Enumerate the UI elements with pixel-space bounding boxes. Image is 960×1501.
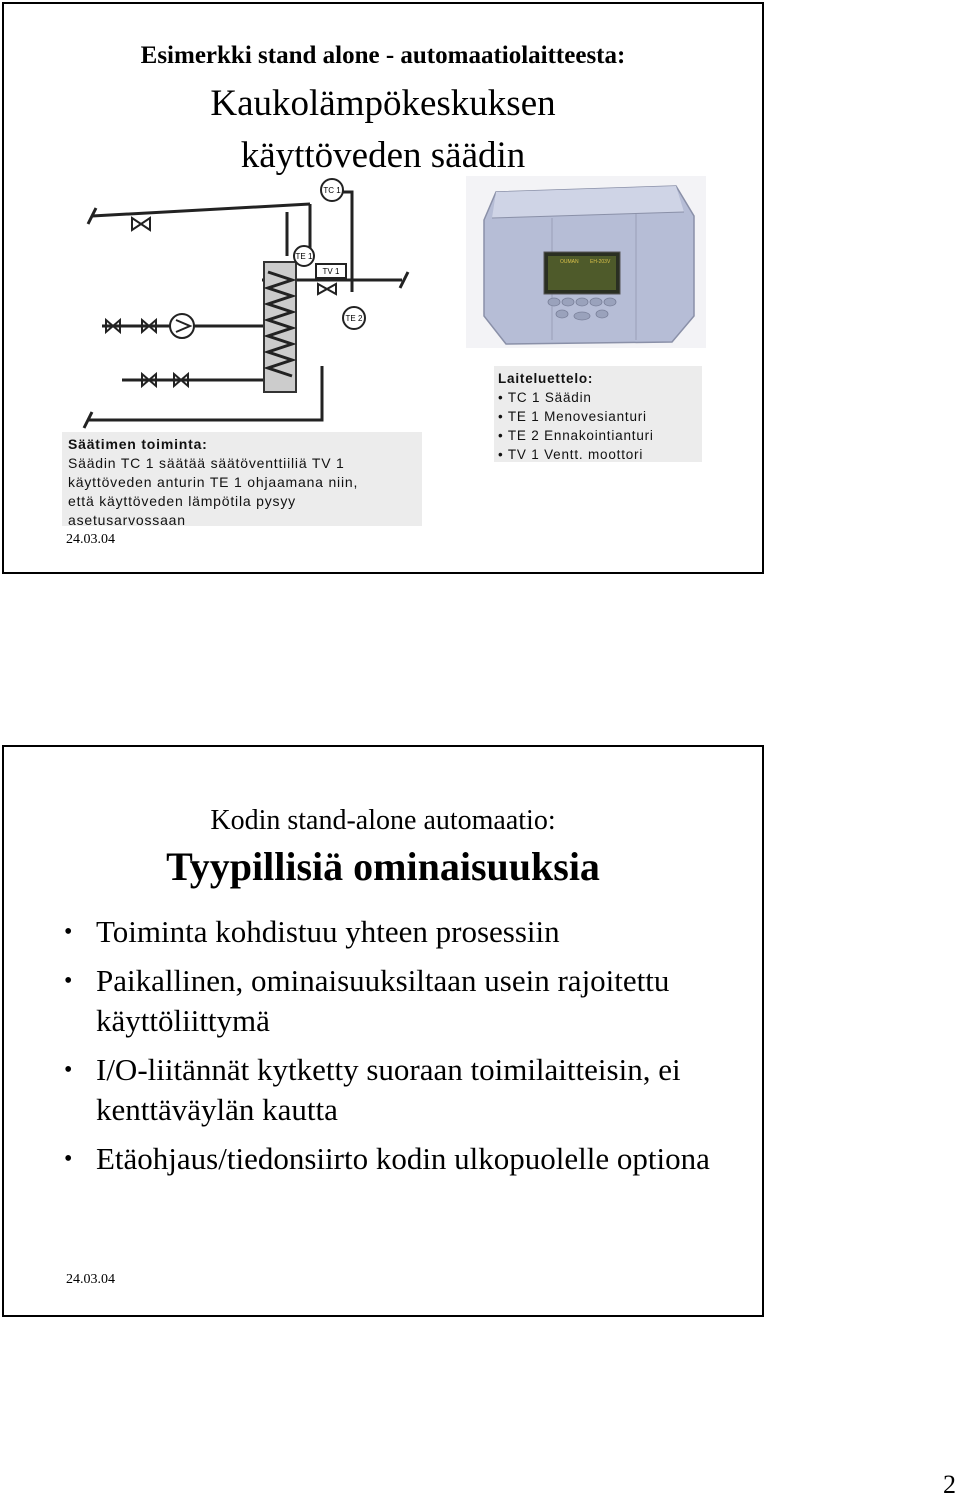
slide-1-date: 24.03.04 (66, 532, 115, 547)
equipment-item: • TE 1 Menovesianturi (498, 409, 647, 424)
slide-2-date: 24.03.04 (66, 1272, 115, 1287)
process-diagram (82, 176, 422, 436)
equipment-item: • TV 1 Ventt. moottori (498, 447, 644, 462)
slide-2-title: Tyypillisiä ominaisuuksia (166, 844, 600, 889)
te1-label: TE 1 (295, 252, 313, 261)
list-item: • Etäohjaus/tiedonsiirto kodin ulkopuolelle optiona (64, 1139, 744, 1179)
list-item: • Toiminta kohdistuu yhteen prosessiin (64, 912, 744, 952)
tc1-label: TC 1 (323, 186, 341, 195)
slide-2 (2, 745, 764, 1317)
function-line: asetusarvossaan (68, 512, 186, 528)
list-item: • I/O-liitännät kytketty suoraan toimilaitteisin, ei kenttäväylän kautta (64, 1050, 744, 1130)
equipment-item: • TC 1 Säädin (498, 390, 592, 405)
slide-1-title-line-2: käyttöveden säädin (240, 135, 526, 176)
device-brand: OUMAN (560, 259, 579, 265)
slide-1-subtitle: Esimerkki stand alone - automaatiolaitteesta: (140, 42, 626, 69)
function-line: että käyttöveden lämpötila pysyy (68, 493, 296, 509)
equipment-heading: Laiteluettelo: (498, 371, 594, 386)
page-number: 2 (943, 1470, 956, 1499)
controller-device-image (466, 176, 706, 348)
feature-list (64, 912, 744, 1188)
device-model: EH-203V (590, 259, 611, 265)
equipment-item: • TE 2 Ennakointianturi (498, 428, 654, 443)
function-line: Säädin TC 1 säätää säätöventtiiliä TV 1 (68, 455, 345, 471)
list-item: • Paikallinen, ominaisuuksiltaan usein rajoitettu käyttöliittymä (64, 961, 744, 1041)
function-heading: Säätimen toiminta: (68, 436, 208, 452)
controller-function-box (62, 432, 422, 526)
te2-label: TE 2 (345, 314, 363, 323)
tv1-label: TV 1 (322, 267, 340, 276)
function-line: käyttöveden anturin TE 1 ohjaamana niin, (68, 474, 359, 490)
slide-1 (2, 2, 764, 574)
slide-1-title-line-1: Kaukolämpökeskuksen (210, 83, 556, 124)
equipment-list-box (494, 366, 702, 462)
slide-2-subtitle: Kodin stand-alone automaatio: (210, 805, 556, 836)
